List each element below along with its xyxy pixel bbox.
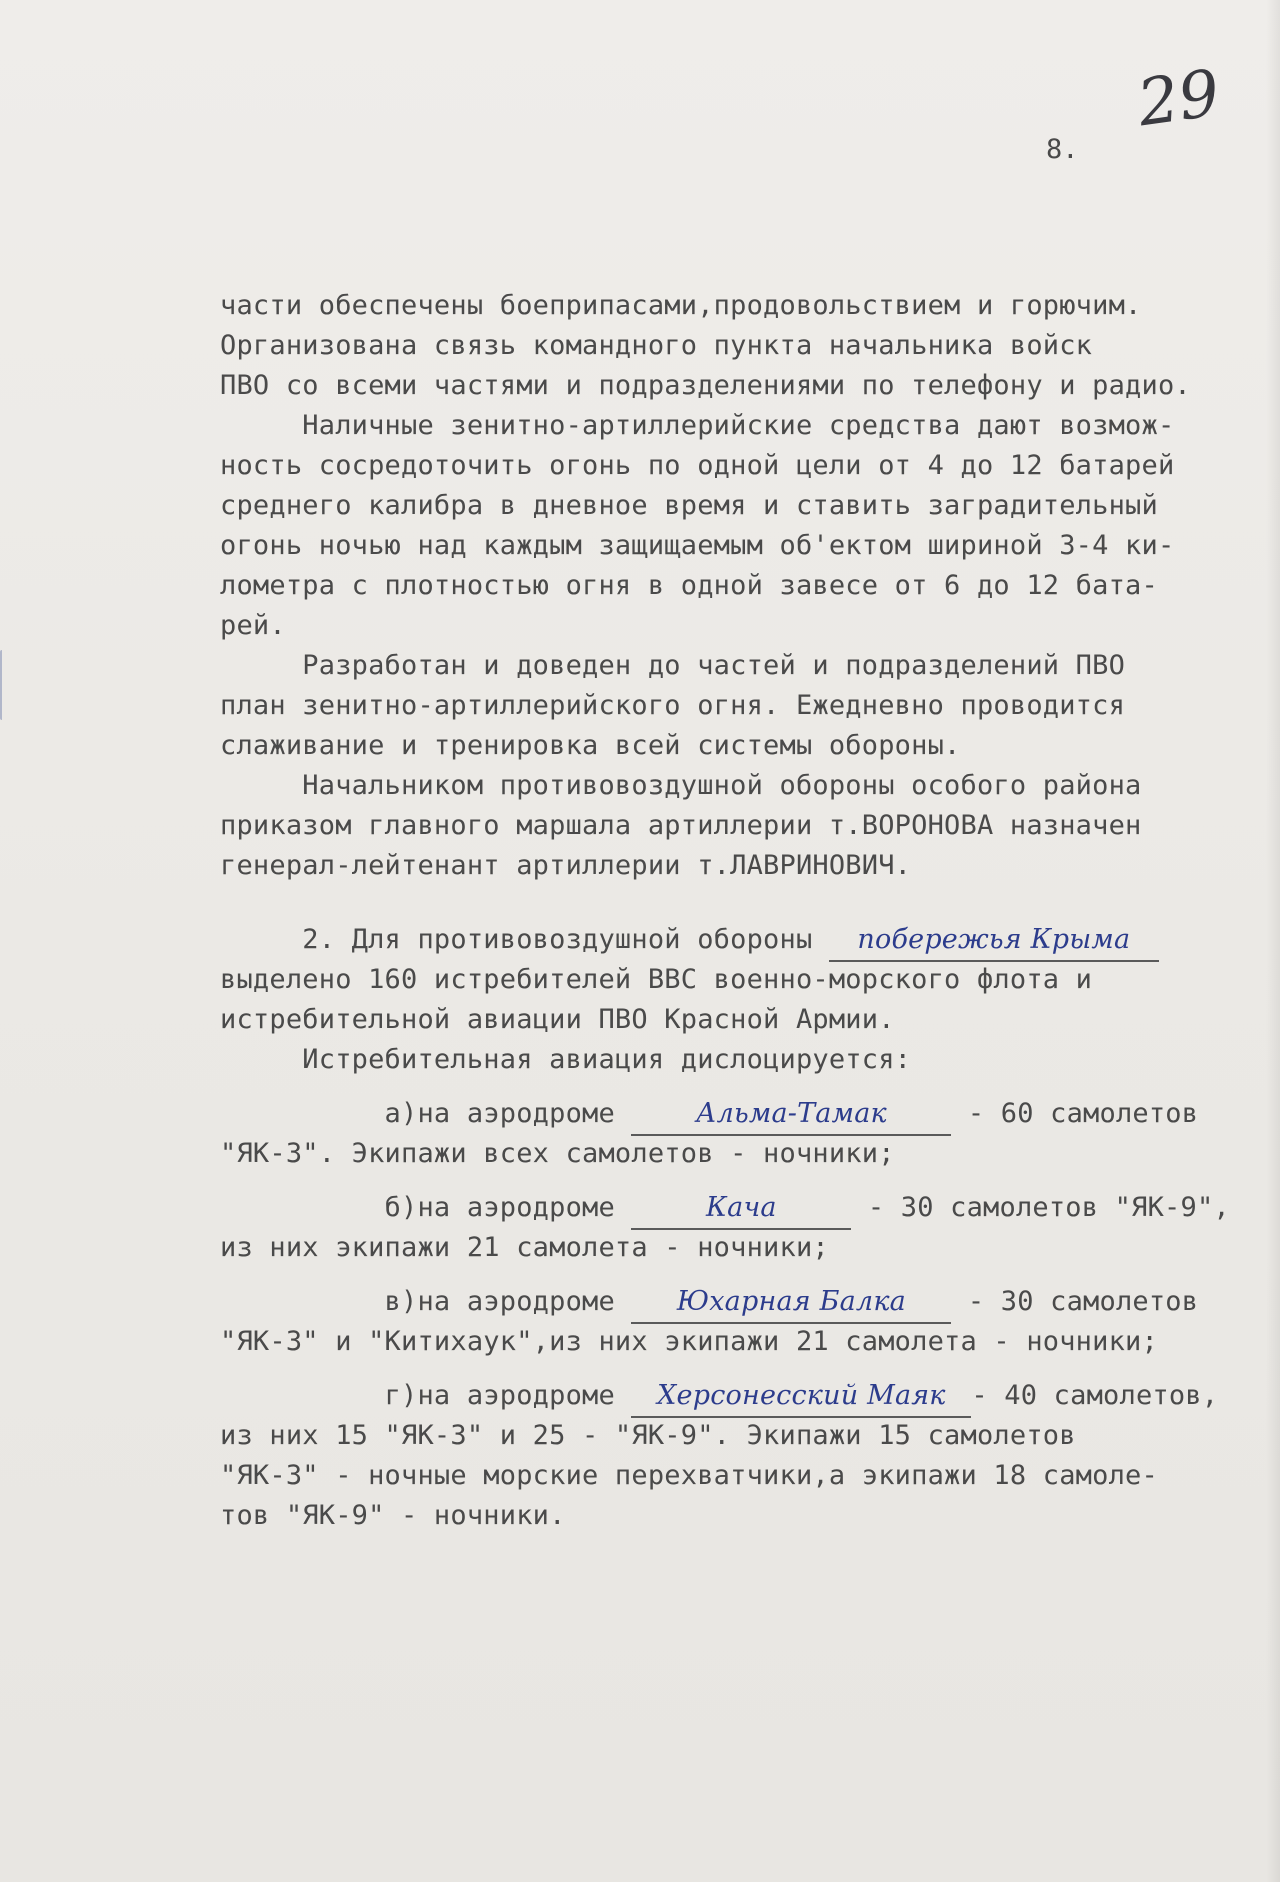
- text-line: [220, 1376, 1230, 1416]
- text-fragment: - 30 самолетов: [951, 1286, 1199, 1317]
- text-fragment: в)на аэродроме: [220, 1286, 632, 1317]
- text-line: Истребительная авиация дислоцируется:: [220, 1044, 912, 1075]
- text-line: выделено 160 истребителей ВВС военно-морского флота и: [220, 964, 1093, 995]
- edge-mark: [0, 650, 6, 720]
- typed-paragraph-1: [220, 286, 1191, 886]
- text-fragment: 2. Для противовоздушной обороны: [220, 924, 829, 955]
- text-line: приказом главного маршала артиллерии т.ВОРОНОВА назначен: [220, 810, 1142, 841]
- text-line: из них 15 "ЯК-3" и 25 - "ЯК-9". Экипажи 15 самолетов: [220, 1420, 1076, 1451]
- text-line: [220, 1188, 1230, 1228]
- text-line: из них экипажи 21 самолета - ночники;: [220, 1232, 829, 1263]
- text-fragment: - 40 самолетов,: [971, 1380, 1219, 1411]
- text-line: Разработан и доведен до частей и подразделений ПВО: [220, 650, 1126, 681]
- text-line: генерал-лейтенант артиллерии т.ЛАВРИНОВИЧ.: [220, 850, 912, 881]
- text-line: Организована связь командного пункта начальника войск: [220, 330, 1093, 361]
- text-line: [220, 1094, 1230, 1134]
- text-line: ность сосредоточить огонь по одной цели от 4 до 12 батарей: [220, 450, 1175, 481]
- handwritten-insertion: побережья Крыма: [829, 920, 1159, 960]
- text-fragment: - 60 самолетов: [951, 1098, 1199, 1129]
- text-line: истребительной авиации ПВО Красной Армии.: [220, 1004, 895, 1035]
- text-line: "ЯК-3" и "Китихаук",из них экипажи 21 самолета - ночники;: [220, 1326, 1158, 1357]
- text-line: слаживание и тренировка всей системы обороны.: [220, 730, 961, 761]
- page-number: 8.: [1046, 134, 1079, 165]
- text-line: Наличные зенитно-артиллерийские средства дают возмож-: [220, 410, 1175, 441]
- text-fragment: - 30 самолетов "ЯК-9",: [851, 1192, 1230, 1223]
- text-line: среднего калибра в дневное время и ставить заградительный: [220, 490, 1158, 521]
- folio-number: 29: [1133, 56, 1225, 142]
- text-line: тов "ЯК-9" - ночники.: [220, 1500, 566, 1531]
- text-line: "ЯК-3". Экипажи всех самолетов - ночники;: [220, 1138, 895, 1169]
- text-line: план зенитно-артиллерийского огня. Ежедневно проводится: [220, 690, 1126, 721]
- handwritten-insertion: Херсонесский Маяк: [631, 1376, 971, 1416]
- text-line: части обеспечены боеприпасами,продовольствием и горючим.: [220, 290, 1142, 321]
- typed-section-2: [220, 920, 1230, 1536]
- text-line: [220, 1282, 1230, 1322]
- text-fragment: г)на аэродроме: [220, 1380, 632, 1411]
- handwritten-insertion: Кача: [631, 1188, 851, 1228]
- text-fragment: а)на аэродроме: [220, 1098, 632, 1129]
- text-line: лометра с плотностью огня в одной завесе от 6 до 12 бата-: [220, 570, 1158, 601]
- text-line: рей.: [220, 610, 286, 641]
- text-line: [220, 920, 1230, 960]
- text-line: огонь ночью над каждым защищаемым об'ектом шириной 3-4 ки-: [220, 530, 1175, 561]
- text-line: "ЯК-3" - ночные морские перехватчики,а экипажи 18 самоле-: [220, 1460, 1158, 1491]
- text-line: ПВО со всеми частями и подразделениями по телефону и радио.: [220, 370, 1191, 401]
- text-fragment: б)на аэродроме: [220, 1192, 632, 1223]
- text-line: Начальником противовоздушной обороны особого района: [220, 770, 1142, 801]
- handwritten-insertion: Юхарная Балка: [631, 1282, 951, 1322]
- handwritten-insertion: Альма-Тамак: [631, 1094, 951, 1134]
